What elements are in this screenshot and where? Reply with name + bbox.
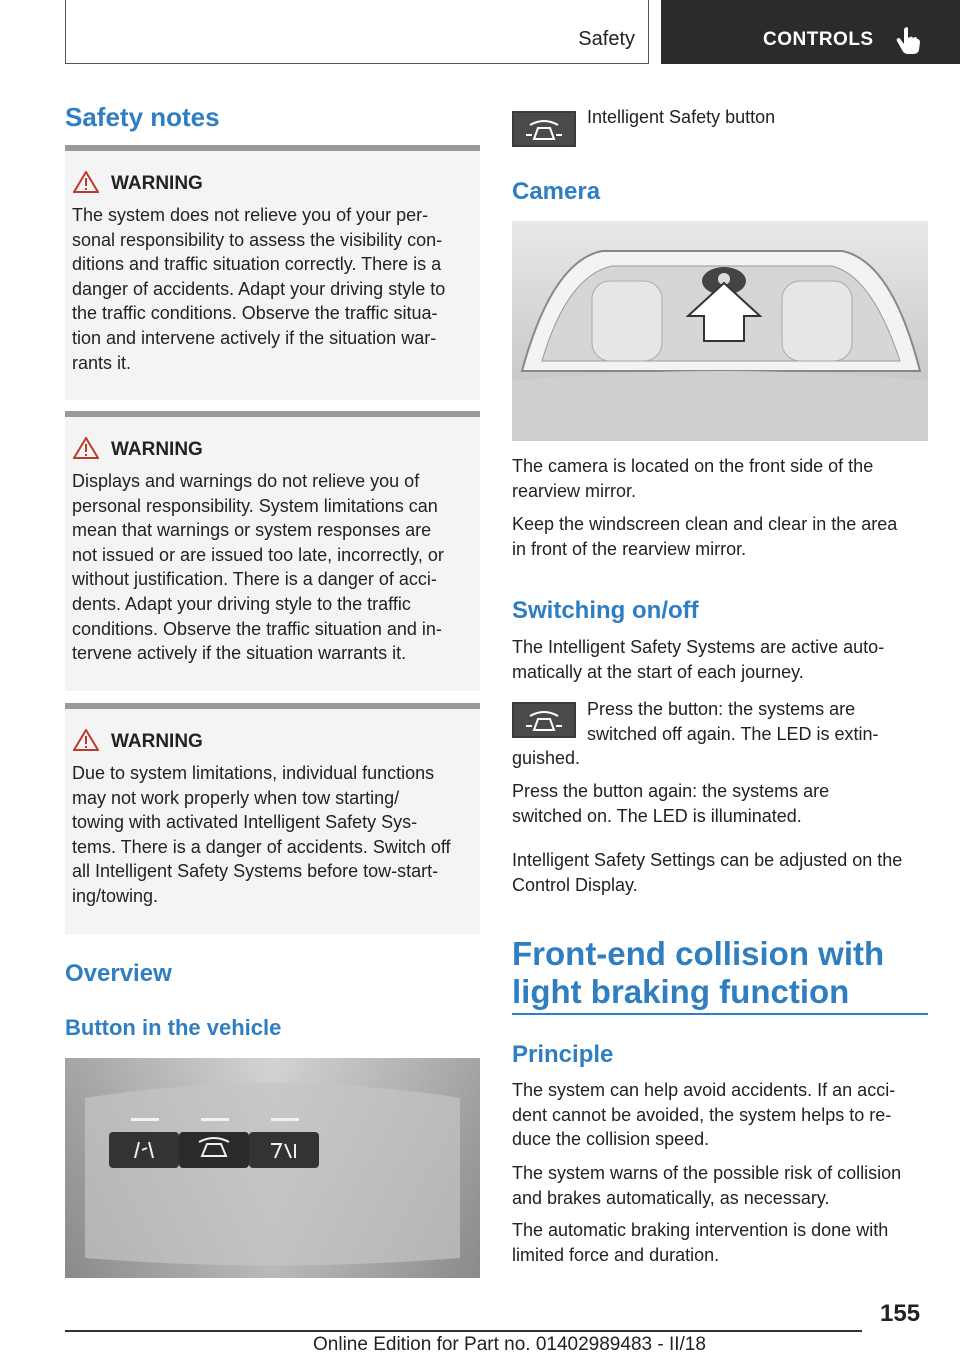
front-end-collision-heading: Front-end collision with light braking function <box>512 935 885 1010</box>
safety-notes-heading: Safety notes <box>65 102 220 132</box>
press-button-text: Press the button: the systems are switched off again. The LED is extin- <box>587 699 879 744</box>
section-divider <box>512 1013 928 1015</box>
camera-heading: Camera <box>512 178 601 205</box>
intelligent-safety-button-icon <box>512 702 576 738</box>
warning-text: Displays and warnings do not relieve you of personal responsibility. System limitations can mean that warnings or system responses are not issued or are issued too late, incorrectly, or without justification. There is a danger of acci- dents. Adapt your driving style to the traffic conditions. Observe the traffic situation and in- tervene actively if the situation warrants it. <box>72 471 444 664</box>
camera-clean-text: Keep the windscreen clean and clear in the area in front of the rearview mirror. <box>512 514 898 559</box>
warning-triangle-icon <box>73 171 99 193</box>
principle-text-2: The system warns of the possible risk of collision and brakes automatically, as necessary. <box>512 1163 902 1208</box>
warning-title: WARNING <box>111 173 203 194</box>
warning-title: WARNING <box>111 731 203 752</box>
warning-box <box>65 145 480 400</box>
button-in-vehicle-heading: Button in the vehicle <box>65 1015 282 1040</box>
warning-box <box>65 411 480 691</box>
warning-text: Due to system limitations, individual functions may not work properly when tow starting/ towing with activated Intelligent Safety Sys- tems. There is a danger of accidents. Switch off all Intelligent Safety Systems before tow-start- ing/towing. <box>72 763 451 906</box>
header-section-title: Safety <box>578 28 635 50</box>
overview-heading: Overview <box>65 960 172 987</box>
switching-heading: Switching on/off <box>512 597 699 624</box>
vehicle-buttons-photo <box>65 1058 480 1278</box>
warning-box <box>65 703 480 934</box>
press-again-text: Press the button again: the systems are switched on. The LED is illuminated. <box>512 781 830 826</box>
page-number: 155 <box>880 1300 921 1327</box>
intelligent-safety-button-caption: Intelligent Safety button <box>587 107 776 127</box>
warning-triangle-icon <box>73 437 99 459</box>
press-button-text-continued: guished. <box>512 748 581 768</box>
warning-text: The system does not relieve you of your per- sonal responsibility to assess the visibility con- ditions and traffic situation correctly. There is a danger of accidents. Adapt your driving style to the traffic conditions. Observe the traffic situa- tion and intervene actively if the situation war- rants it. <box>72 205 446 373</box>
principle-text-1: The system can help avoid accidents. If an acci- dent cannot be avoided, the system helps to re- duce the collision speed. <box>512 1080 896 1150</box>
principle-heading: Principle <box>512 1041 614 1068</box>
settings-text: Intelligent Safety Settings can be adjusted on the Control Display. <box>512 850 903 895</box>
principle-text-3: The automatic braking intervention is done with limited force and duration. <box>512 1220 889 1265</box>
footer-divider <box>65 1330 862 1332</box>
header-left-frame <box>65 0 649 64</box>
footer-edition: Online Edition for Part no. 01402989483 - II/18 <box>313 1334 706 1355</box>
camera-location-photo <box>512 221 928 441</box>
warning-title: WARNING <box>111 439 203 460</box>
switching-text: The Intelligent Safety Systems are active auto- matically at the start of each journey. <box>512 637 885 682</box>
warning-triangle-icon <box>73 729 99 751</box>
header-chapter-title: CONTROLS <box>763 29 874 50</box>
intelligent-safety-button-icon <box>512 111 576 147</box>
pointing-hand-icon <box>896 26 920 54</box>
camera-location-text: The camera is located on the front side of the rearview mirror. <box>512 456 874 501</box>
